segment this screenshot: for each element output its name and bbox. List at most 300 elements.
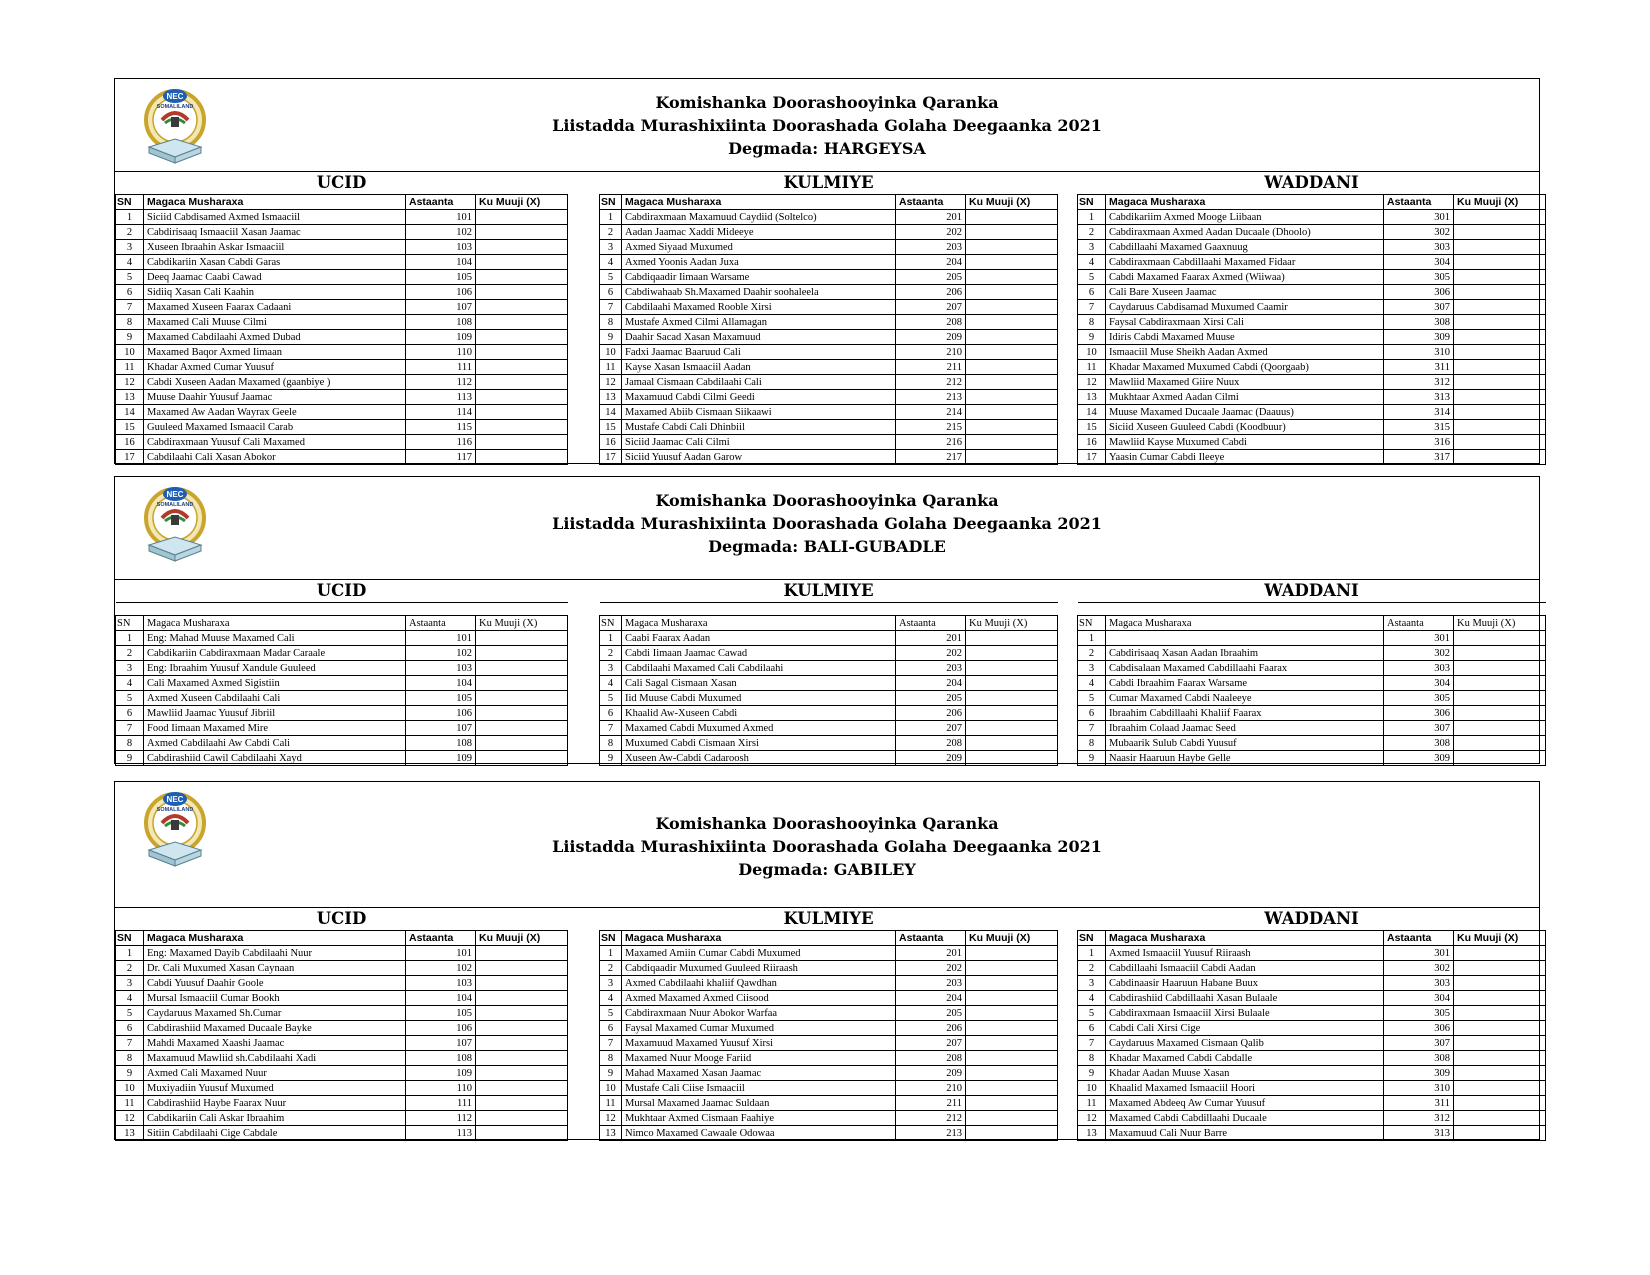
candidate-name: Cabdi Iimaan Jaamac Cawad	[622, 646, 896, 661]
candidate-name: Khadar Maxamed Cabdi Cabdalle	[1106, 1051, 1384, 1066]
mark-cell[interactable]	[1454, 1066, 1546, 1081]
mark-cell[interactable]	[966, 1036, 1058, 1051]
mark-cell[interactable]	[1454, 315, 1546, 330]
mark-cell[interactable]	[966, 1051, 1058, 1066]
mark-cell[interactable]	[1454, 1036, 1546, 1051]
candidate-name: Axmed Yoonis Aadan Juxa	[622, 255, 896, 270]
table-row	[1078, 736, 1546, 751]
candidate-symbol-code: 303	[1384, 661, 1454, 676]
mark-cell[interactable]	[1454, 285, 1546, 300]
mark-cell[interactable]	[966, 946, 1058, 961]
mark-cell[interactable]	[476, 390, 568, 405]
mark-cell[interactable]	[476, 946, 568, 961]
table-row	[600, 751, 1058, 766]
candidate-name: Cali Sagal Cismaan Xasan	[622, 676, 896, 691]
mark-cell[interactable]	[476, 1006, 568, 1021]
table-header-row	[1078, 931, 1546, 946]
candidate-name: Cabdikariin Cabdiraxmaan Madar Caraale	[144, 646, 406, 661]
candidate-name: Mawliid Maxamed Giire Nuux	[1106, 375, 1384, 390]
table-header-row	[1078, 195, 1546, 210]
candidate-symbol-code: 109	[406, 751, 476, 766]
candidate-sn: 3	[1078, 240, 1106, 255]
candidate-symbol-code: 102	[406, 961, 476, 976]
mark-cell[interactable]	[1454, 1081, 1546, 1096]
candidate-symbol-code: 313	[1384, 390, 1454, 405]
candidate-symbol-code: 310	[1384, 345, 1454, 360]
candidate-sn: 4	[116, 255, 144, 270]
party-table-ucid	[115, 580, 568, 766]
candidate-name: Jamaal Cismaan Cabdilaahi Cali	[622, 375, 896, 390]
party-name: UCID	[116, 908, 568, 931]
candidate-sn: 6	[1078, 1021, 1106, 1036]
svg-text:SOMALILAND: SOMALILAND	[156, 104, 194, 110]
mark-cell[interactable]	[476, 961, 568, 976]
candidate-name: Ibraahim Colaad Jaamac Seed	[1106, 721, 1384, 736]
candidate-name: Nimco Maxamed Cawaale Odowaa	[622, 1126, 896, 1141]
mark-cell[interactable]	[966, 1066, 1058, 1081]
mark-cell[interactable]	[1454, 751, 1546, 766]
candidate-name: Iid Muuse Cabdi Muxumed	[622, 691, 896, 706]
table-row	[600, 255, 1058, 270]
candidate-symbol-code: 313	[1384, 1126, 1454, 1141]
candidate-symbol-code: 104	[406, 991, 476, 1006]
mark-cell[interactable]	[1454, 976, 1546, 991]
mark-cell[interactable]	[476, 991, 568, 1006]
candidate-symbol-code: 116	[406, 435, 476, 450]
table-row	[116, 330, 568, 345]
candidate-name: Ismaaciil Muse Sheikh Aadan Axmed	[1106, 345, 1384, 360]
table-row	[116, 345, 568, 360]
candidate-symbol-code: 208	[896, 1051, 966, 1066]
candidate-name: Muuse Maxamed Ducaale Jaamac (Daauus)	[1106, 405, 1384, 420]
mark-cell[interactable]	[966, 976, 1058, 991]
mark-cell[interactable]	[966, 691, 1058, 706]
mark-cell[interactable]	[1454, 450, 1546, 465]
mark-cell[interactable]	[966, 405, 1058, 420]
table-row	[1078, 976, 1546, 991]
candidate-sn: 12	[600, 375, 622, 390]
candidate-sn: 5	[1078, 270, 1106, 285]
mark-cell[interactable]	[966, 435, 1058, 450]
candidate-symbol-code: 317	[1384, 450, 1454, 465]
candidate-name: Xuseen Ibraahin Askar Ismaaciil	[144, 240, 406, 255]
table-row	[600, 345, 1058, 360]
candidate-sn: 2	[1078, 646, 1106, 661]
table-row	[116, 676, 568, 691]
header-code: Astaanta	[1384, 616, 1454, 631]
mark-cell[interactable]	[1454, 961, 1546, 976]
candidate-symbol-code: 106	[406, 1021, 476, 1036]
mark-cell[interactable]	[476, 210, 568, 225]
mark-cell[interactable]	[1454, 691, 1546, 706]
mark-cell[interactable]	[966, 1081, 1058, 1096]
candidate-sn: 2	[116, 225, 144, 240]
candidate-sn: 3	[600, 976, 622, 991]
table-row	[1078, 225, 1546, 240]
candidate-symbol-code: 303	[1384, 976, 1454, 991]
mark-cell[interactable]	[1454, 721, 1546, 736]
header-sn: SN	[600, 195, 622, 210]
candidate-name: Maxamuud Mawliid sh.Cabdilaahi Xadi	[144, 1051, 406, 1066]
table-row	[1078, 375, 1546, 390]
candidate-sn: 11	[1078, 360, 1106, 375]
candidate-name: Daahir Sacad Xasan Maxamuud	[622, 330, 896, 345]
mark-cell[interactable]	[1454, 676, 1546, 691]
candidate-name: Mukhtaar Axmed Aadan Cilmi	[1106, 390, 1384, 405]
candidate-sn: 10	[1078, 1081, 1106, 1096]
mark-cell[interactable]	[476, 706, 568, 721]
candidate-name: Dr. Cali Muxumed Xasan Caynaan	[144, 961, 406, 976]
mark-cell[interactable]	[476, 1051, 568, 1066]
candidate-symbol-code: 209	[896, 1066, 966, 1081]
mark-cell[interactable]	[1454, 300, 1546, 315]
candidate-sn: 4	[600, 255, 622, 270]
mark-cell[interactable]	[1454, 270, 1546, 285]
mark-cell[interactable]	[1454, 946, 1546, 961]
candidate-symbol-code: 309	[1384, 330, 1454, 345]
table-row	[600, 1066, 1058, 1081]
mark-cell[interactable]	[1454, 1006, 1546, 1021]
mark-cell[interactable]	[966, 210, 1058, 225]
mark-cell[interactable]	[1454, 1111, 1546, 1126]
mark-cell[interactable]	[966, 961, 1058, 976]
table-row	[116, 1051, 568, 1066]
candidate-symbol-code: 111	[406, 1096, 476, 1111]
mark-cell[interactable]	[966, 390, 1058, 405]
table-row	[1078, 420, 1546, 435]
table-row	[600, 1096, 1058, 1111]
candidate-symbol-code: 212	[896, 375, 966, 390]
candidate-sn: 7	[600, 1036, 622, 1051]
candidate-symbol-code: 208	[896, 736, 966, 751]
table-row	[116, 270, 568, 285]
mark-cell[interactable]	[476, 1036, 568, 1051]
candidate-name: Maxamed Abdeeq Aw Cumar Yuusuf	[1106, 1096, 1384, 1111]
mark-cell[interactable]	[1454, 405, 1546, 420]
mark-cell[interactable]	[966, 420, 1058, 435]
mark-cell[interactable]	[476, 1081, 568, 1096]
candidate-name: Mahad Maxamed Xasan Jaamac	[622, 1066, 896, 1081]
mark-cell[interactable]	[1454, 1096, 1546, 1111]
candidate-symbol-code: 101	[406, 946, 476, 961]
list-title: Liistadda Murashixiinta Doorashada Golaha Deegaanka 2021	[552, 837, 1102, 856]
candidate-name: Maxamed Amiin Cumar Cabdi Muxumed	[622, 946, 896, 961]
table-row	[116, 961, 568, 976]
candidate-symbol-code: 112	[406, 375, 476, 390]
table-row	[600, 450, 1058, 465]
mark-cell[interactable]	[476, 435, 568, 450]
mark-cell[interactable]	[966, 631, 1058, 646]
candidate-name: Axmed Cabdilaahi khaliif Qawdhan	[622, 976, 896, 991]
candidate-name: Mustafe Cabdi Cali Dhinbiil	[622, 420, 896, 435]
mark-cell[interactable]	[1454, 210, 1546, 225]
mark-cell[interactable]	[476, 646, 568, 661]
table-header-row	[600, 195, 1058, 210]
header-mark: Ku Muuji (X)	[476, 931, 568, 946]
mark-cell[interactable]	[966, 676, 1058, 691]
header-name: Magaca Musharaxa	[1106, 195, 1384, 210]
mark-cell[interactable]	[966, 1021, 1058, 1036]
party-table-kulmiye	[599, 172, 1058, 465]
table-row	[1078, 255, 1546, 270]
table-row	[116, 1006, 568, 1021]
mark-cell[interactable]	[476, 285, 568, 300]
candidate-sn: 5	[1078, 1006, 1106, 1021]
candidate-sn: 13	[116, 390, 144, 405]
mark-cell[interactable]	[966, 330, 1058, 345]
candidate-sn: 14	[600, 405, 622, 420]
mark-cell[interactable]	[476, 420, 568, 435]
mark-cell[interactable]	[1454, 661, 1546, 676]
header-name: Magaca Musharaxa	[622, 195, 896, 210]
table-row	[116, 1066, 568, 1081]
candidate-name: Mustafe Cali Ciise Ismaaciil	[622, 1081, 896, 1096]
candidate-symbol-code: 310	[1384, 1081, 1454, 1096]
candidate-name: Axmed Siyaad Muxumed	[622, 240, 896, 255]
mark-cell[interactable]	[476, 721, 568, 736]
mark-cell[interactable]	[476, 1126, 568, 1141]
mark-cell[interactable]	[1454, 360, 1546, 375]
header-mark: Ku Muuji (X)	[1454, 616, 1546, 631]
party-name: WADDANI	[1078, 580, 1546, 603]
header-mark: Ku Muuji (X)	[966, 616, 1058, 631]
candidate-name: Cali Bare Xuseen Jaamac	[1106, 285, 1384, 300]
candidate-sn: 16	[600, 435, 622, 450]
mark-cell[interactable]	[966, 721, 1058, 736]
mark-cell[interactable]	[476, 315, 568, 330]
table-row	[1078, 1111, 1546, 1126]
mark-cell[interactable]	[1454, 736, 1546, 751]
mark-cell[interactable]	[966, 646, 1058, 661]
mark-cell[interactable]	[966, 285, 1058, 300]
header-sn: SN	[1078, 931, 1106, 946]
candidate-sn: 10	[600, 345, 622, 360]
header-mark: Ku Muuji (X)	[966, 195, 1058, 210]
candidate-symbol-code: 108	[406, 736, 476, 751]
mark-cell[interactable]	[966, 991, 1058, 1006]
candidate-name: Caydaruus Maxamed Cismaan Qalib	[1106, 1036, 1384, 1051]
mark-cell[interactable]	[1454, 1021, 1546, 1036]
candidate-sn: 8	[600, 1051, 622, 1066]
mark-cell[interactable]	[966, 255, 1058, 270]
candidate-name: Axmed Maxamed Axmed Ciisood	[622, 991, 896, 1006]
mark-cell[interactable]	[476, 691, 568, 706]
candidate-symbol-code: 110	[406, 1081, 476, 1096]
candidate-sn: 2	[116, 646, 144, 661]
party-name: WADDANI	[1078, 908, 1546, 931]
mark-cell[interactable]	[1454, 631, 1546, 646]
mark-cell[interactable]	[476, 330, 568, 345]
candidate-name: Cabdillaahi Ismaaciil Cabdi Aadan	[1106, 961, 1384, 976]
mark-cell[interactable]	[476, 375, 568, 390]
candidate-symbol-code: 312	[1384, 1111, 1454, 1126]
candidate-name: Cabdiraxmaan Ismaaciil Xirsi Bulaale	[1106, 1006, 1384, 1021]
mark-cell[interactable]	[476, 255, 568, 270]
candidate-symbol-code: 115	[406, 420, 476, 435]
mark-cell[interactable]	[966, 736, 1058, 751]
candidate-name: Maxamed Cabdilaahi Axmed Dubad	[144, 330, 406, 345]
mark-cell[interactable]	[476, 1021, 568, 1036]
candidate-symbol-code: 217	[896, 450, 966, 465]
candidate-sn: 4	[116, 991, 144, 1006]
header-code: Astaanta	[406, 616, 476, 631]
mark-cell[interactable]	[476, 1096, 568, 1111]
candidate-name: Cabdikariin Xasan Cabdi Garas	[144, 255, 406, 270]
mark-cell[interactable]	[1454, 225, 1546, 240]
candidate-sn: 8	[116, 315, 144, 330]
mark-cell[interactable]	[1454, 390, 1546, 405]
candidate-symbol-code: 117	[406, 450, 476, 465]
candidate-symbol-code: 307	[1384, 721, 1454, 736]
candidate-symbol-code: 109	[406, 1066, 476, 1081]
header-mark: Ku Muuji (X)	[476, 195, 568, 210]
mark-cell[interactable]	[966, 1096, 1058, 1111]
table-row	[600, 435, 1058, 450]
candidate-sn: 10	[116, 1081, 144, 1096]
candidate-symbol-code: 205	[896, 270, 966, 285]
candidate-symbol-code: 206	[896, 285, 966, 300]
candidate-name: Axmed Cali Maxamed Nuur	[144, 1066, 406, 1081]
mark-cell[interactable]	[966, 661, 1058, 676]
mark-cell[interactable]	[966, 1111, 1058, 1126]
candidate-sn: 2	[1078, 225, 1106, 240]
mark-cell[interactable]	[476, 661, 568, 676]
nec-logo-icon	[135, 485, 215, 563]
mark-cell[interactable]	[476, 450, 568, 465]
title-group	[115, 782, 1539, 881]
mark-cell[interactable]	[966, 360, 1058, 375]
mark-cell[interactable]	[966, 706, 1058, 721]
candidate-sn: 1	[600, 631, 622, 646]
mark-cell[interactable]	[476, 300, 568, 315]
mark-cell[interactable]	[966, 345, 1058, 360]
mark-cell[interactable]	[966, 1006, 1058, 1021]
mark-cell[interactable]	[1454, 345, 1546, 360]
mark-cell[interactable]	[1454, 1126, 1546, 1141]
mark-cell[interactable]	[1454, 435, 1546, 450]
candidate-sn: 6	[1078, 706, 1106, 721]
mark-cell[interactable]	[476, 270, 568, 285]
mark-cell[interactable]	[476, 240, 568, 255]
candidate-sn: 7	[1078, 300, 1106, 315]
mark-cell[interactable]	[476, 225, 568, 240]
mark-cell[interactable]	[1454, 706, 1546, 721]
candidate-symbol-code: 206	[896, 706, 966, 721]
candidate-symbol-code: 307	[1384, 300, 1454, 315]
candidate-name: Muuse Daahir Yuusuf Jaamac	[144, 390, 406, 405]
mark-cell[interactable]	[966, 751, 1058, 766]
candidate-name: Maxamuud Maxamed Yuusuf Xirsi	[622, 1036, 896, 1051]
table-row	[600, 225, 1058, 240]
candidate-symbol-code: 207	[896, 721, 966, 736]
table-row	[116, 285, 568, 300]
mark-cell[interactable]	[1454, 420, 1546, 435]
mark-cell[interactable]	[1454, 375, 1546, 390]
mark-cell[interactable]	[966, 450, 1058, 465]
candidate-name: Caabi Faarax Aadan	[622, 631, 896, 646]
table-row	[600, 1051, 1058, 1066]
mark-cell[interactable]	[476, 345, 568, 360]
candidate-sn: 13	[600, 1126, 622, 1141]
table-row	[600, 420, 1058, 435]
mark-cell[interactable]	[1454, 240, 1546, 255]
candidate-sn: 16	[116, 435, 144, 450]
candidate-name: Naasir Haaruun Haybe Gelle	[1106, 751, 1384, 766]
mark-cell[interactable]	[966, 270, 1058, 285]
mark-cell[interactable]	[1454, 991, 1546, 1006]
table-row	[116, 240, 568, 255]
mark-cell[interactable]	[1454, 646, 1546, 661]
table-row	[1078, 676, 1546, 691]
candidate-name: Khadar Maxamed Muxumed Cabdi (Qoorgaab)	[1106, 360, 1384, 375]
candidate-name: Maxamed Abiib Cismaan Siikaawi	[622, 405, 896, 420]
mark-cell[interactable]	[966, 315, 1058, 330]
mark-cell[interactable]	[476, 751, 568, 766]
candidate-name: Cabdiwahaab Sh.Maxamed Daahir soohaleela	[622, 285, 896, 300]
mark-cell[interactable]	[476, 1111, 568, 1126]
candidate-sn: 8	[600, 315, 622, 330]
mark-cell[interactable]	[476, 360, 568, 375]
table-row	[1078, 1051, 1546, 1066]
candidate-symbol-code: 106	[406, 706, 476, 721]
candidate-sn: 1	[1078, 210, 1106, 225]
mark-cell[interactable]	[1454, 330, 1546, 345]
candidate-symbol-code: 201	[896, 631, 966, 646]
mark-cell[interactable]	[476, 405, 568, 420]
candidate-name: Eng: Mahad Muuse Maxamed Cali	[144, 631, 406, 646]
table-row	[600, 721, 1058, 736]
mark-cell[interactable]	[966, 225, 1058, 240]
candidate-symbol-code: 210	[896, 345, 966, 360]
candidate-sn: 1	[116, 210, 144, 225]
header-mark: Ku Muuji (X)	[1454, 195, 1546, 210]
candidate-symbol-code: 108	[406, 315, 476, 330]
candidate-name: Siciid Yuusuf Aadan Garow	[622, 450, 896, 465]
mark-cell[interactable]	[966, 300, 1058, 315]
candidate-sn: 17	[600, 450, 622, 465]
mark-cell[interactable]	[966, 1126, 1058, 1141]
candidate-symbol-code: 105	[406, 270, 476, 285]
svg-text:SOMALILAND: SOMALILAND	[156, 502, 194, 508]
mark-cell[interactable]	[476, 1066, 568, 1081]
candidate-name: Cabdinaasir Haaruun Habane Buux	[1106, 976, 1384, 991]
candidate-sn: 3	[1078, 976, 1106, 991]
candidate-sn: 1	[116, 631, 144, 646]
mark-cell[interactable]	[476, 676, 568, 691]
mark-cell[interactable]	[966, 240, 1058, 255]
candidate-name: Faysal Cabdiraxmaan Xirsi Cali	[1106, 315, 1384, 330]
header-sn: SN	[116, 616, 144, 631]
mark-cell[interactable]	[1454, 1051, 1546, 1066]
candidate-sn: 9	[116, 330, 144, 345]
candidate-sn: 7	[1078, 721, 1106, 736]
organization-title: Komishanka Doorashooyinka Qaranka	[655, 814, 999, 833]
candidate-sn: 7	[116, 721, 144, 736]
mark-cell[interactable]	[476, 631, 568, 646]
candidate-name: Faysal Maxamed Cumar Muxumed	[622, 1021, 896, 1036]
candidate-symbol-code: 107	[406, 1036, 476, 1051]
party-table-kulmiye	[599, 908, 1058, 1141]
candidate-symbol-code: 112	[406, 1111, 476, 1126]
mark-cell[interactable]	[966, 375, 1058, 390]
mark-cell[interactable]	[1454, 255, 1546, 270]
table-row	[600, 330, 1058, 345]
mark-cell[interactable]	[476, 736, 568, 751]
header-sn: SN	[600, 931, 622, 946]
candidate-sn: 7	[116, 1036, 144, 1051]
candidate-symbol-code: 210	[896, 1081, 966, 1096]
mark-cell[interactable]	[476, 976, 568, 991]
